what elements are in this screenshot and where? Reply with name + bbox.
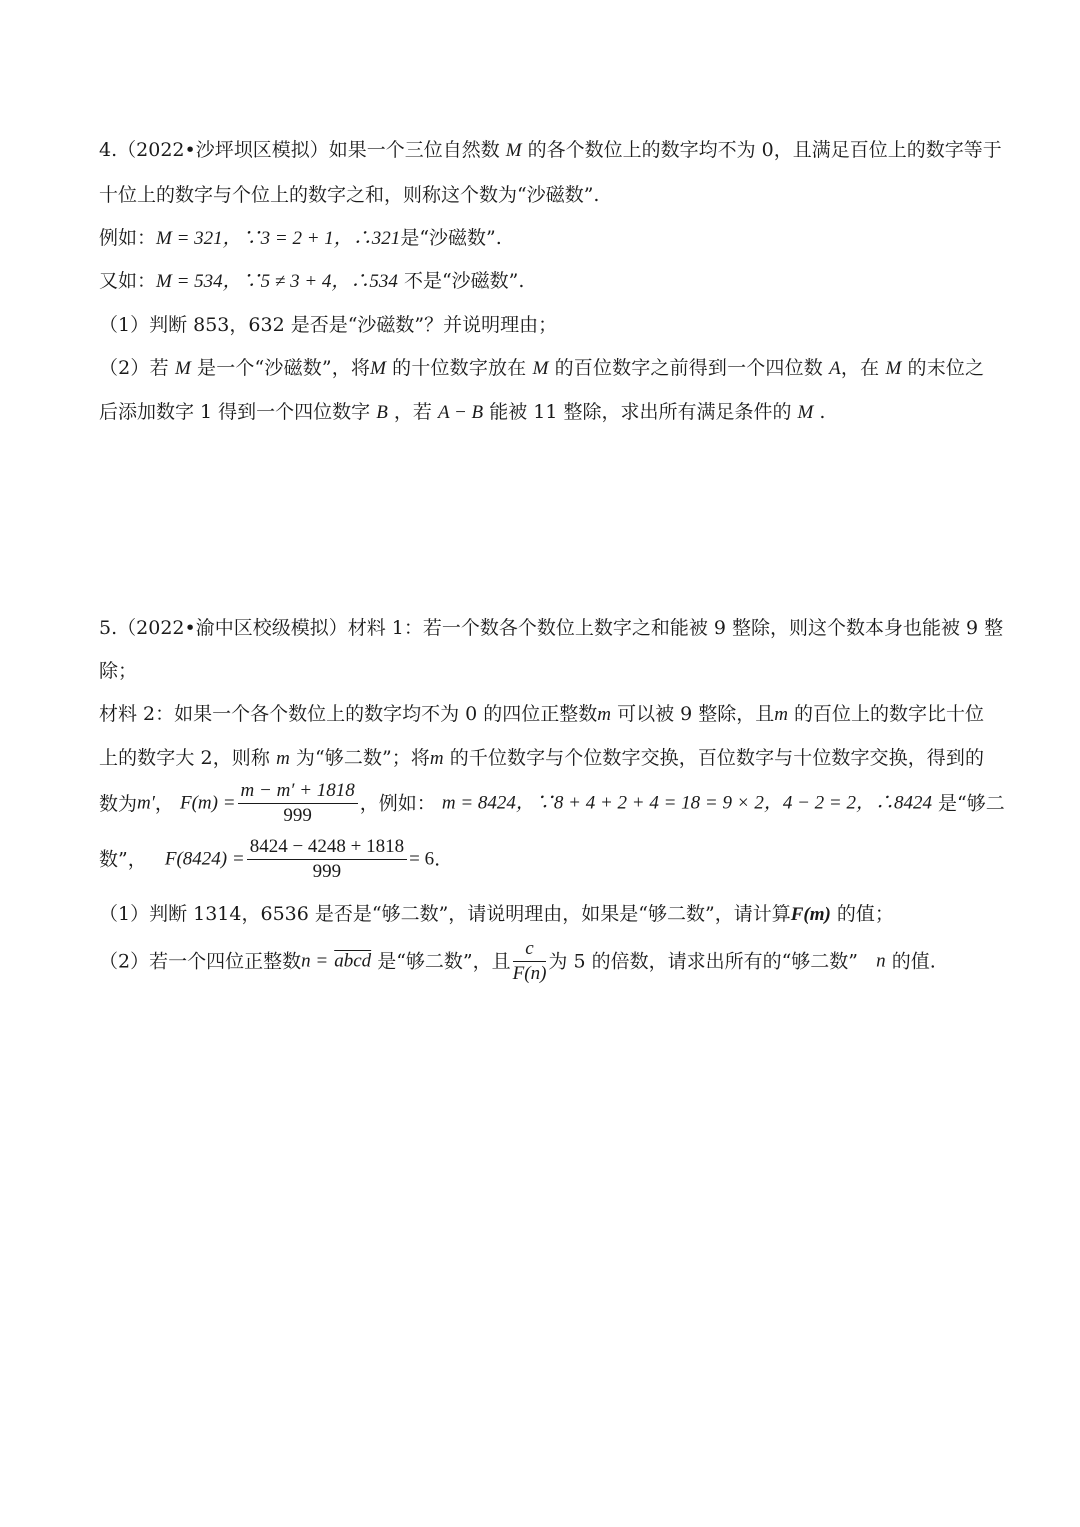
expr-F-8424: F(8424) = [164,848,245,870]
var-M: M [370,358,386,379]
var-m: m [429,748,444,769]
q4-text: 的各个数位上的数字均不为 0，且满足百位上的数字等于 [527,139,1002,161]
q5-text: 数”， [99,848,147,871]
q4-source: （2022•沙坪坝区模拟） [117,139,329,161]
q4-part-2-line-2 [99,398,984,427]
q5-math: m = 8424，∵8 + 4 + 2 + 4 = 18 = 9 × 2，4 − 2 = 2，∴8424 [441,792,932,814]
q4-text: 的十位数字放在 [392,357,527,379]
q4-part-2-line-1 [99,354,984,383]
q4-example-1 [99,224,984,253]
q5-comma: ， [154,792,174,815]
fraction-F-8424 [247,836,407,883]
var-M: M [797,402,814,423]
q5-text: （1）判断 1314，6536 是否是“够二数”，请说明理由，如果是“够二数”，请计算 [99,903,791,925]
var-M: M [885,358,902,379]
q5-material-2 [99,700,984,729]
var-n: n [876,950,886,972]
expr-F-m-bold: F(m) [790,904,831,925]
q5-line-6 [99,836,984,892]
q5-text: ，例如： [359,792,436,815]
q4-line-1 [99,136,1002,165]
q4-text: 又如： [99,270,157,292]
q4-text: 是“沙磁数”. [400,227,502,249]
q5-text: 为 5 的倍数，请求出所有的“够二数” [548,950,859,973]
q4-text: 如果一个三位自然数 [328,139,500,161]
q4-line-2 [99,181,984,209]
q5-text: 是“够二 [938,792,1005,815]
q5-line-2 [99,657,984,685]
q4-text: 的末位之 [907,357,985,379]
q4-text: 例如： [99,227,157,249]
fraction-numerator: m − m′ + 1818 [238,780,358,804]
q4-example-2 [99,267,984,296]
q4-text: 不是“沙磁数”. [403,270,525,292]
q5-line-5 [99,780,1005,836]
q5-math: = 6 [409,848,435,870]
q5-text: 可以被 9 整除，且 [617,703,775,725]
var-m: m [597,704,612,725]
q5-text: 材料 2：如果一个各个数位上的数字均不为 0 的四位正整数 [99,703,598,725]
expr-F-m: F(m) = [179,792,236,814]
q5-text: 数为 [99,792,138,815]
q5-source: （2022•渝中区校级模拟） [117,617,348,639]
q4-text: （1）判断 853，632 是否是“沙磁数”？并说明理由； [99,314,558,336]
q4-math: M = 534，∵5 ≠ 3 + 4，∴534 [156,271,398,292]
q4-number: 4. [99,139,118,161]
fraction-numerator: c [513,938,547,962]
fraction-denominator: 999 [283,805,312,826]
q4-text: 是一个“沙磁数”，将 [197,357,371,379]
var-A: A [829,358,841,379]
q5-text: 上的数字大 2，则称 [99,747,270,769]
var-m: m [276,748,290,769]
expr-A-minus-B: A − B [437,402,484,423]
q4-text: 能被 11 整除，求出所有满足条件的 [489,401,792,423]
expr-n-equals: n = [301,950,329,972]
q4-math: M = 321，∵3 = 2 + 1，∴321 [156,228,401,249]
q5-text: 的值. [891,950,936,973]
q4-text: . [819,401,826,423]
q5-text: 的百位上的数字比十位 [794,703,985,725]
q5-text: 的千位数字与个位数字交换，百位数字与十位数字交换，得到的 [449,747,984,769]
q5-text: 的值； [836,903,894,925]
fraction-denominator: F(n) [512,963,547,984]
q5-text: . [434,848,441,871]
q5-line-4 [99,744,984,773]
q4-text: 的百位数字之前得到一个四位数 [554,357,823,379]
q5-text: 材料 1：若一个数各个数位上数字之和能被 9 整除，则这个数本身也能被 9 整 [347,617,1004,639]
fraction-numerator: 8424 − 4248 + 1818 [247,836,407,860]
var-M: M [532,358,549,379]
fraction-c-over-Fn [513,938,547,985]
var-M: M [505,140,522,161]
q5-part-1 [99,900,984,929]
var-M: M [174,358,191,379]
var-m: m [774,704,788,725]
q4-text: 后添加数字 1 得到一个四位数字 [99,401,371,423]
q5-text: 是“够二数”，且 [377,950,511,973]
q5-text: 为“够二数”；将 [295,747,430,769]
q5-number: 5. [99,617,118,639]
q5-text: 除； [99,660,138,682]
q4-text: ，在 [840,357,880,379]
q5-line-1 [99,614,1004,642]
q5-text: （2）若一个四位正整数 [99,950,302,973]
fraction-denominator: 999 [312,861,342,882]
var-m-prime: m′ [137,792,155,814]
fraction-F-m [238,780,358,827]
q4-text: （2）若 [99,357,169,379]
var-B: B [376,402,388,423]
q4-part-1 [99,311,984,339]
q4-text: 十位上的数字与个位上的数字之和，则称这个数为“沙磁数”. [99,184,600,206]
digits-abcd: abcd [334,950,372,972]
q5-part-2 [99,938,984,994]
q4-text: ，若 [393,401,432,423]
